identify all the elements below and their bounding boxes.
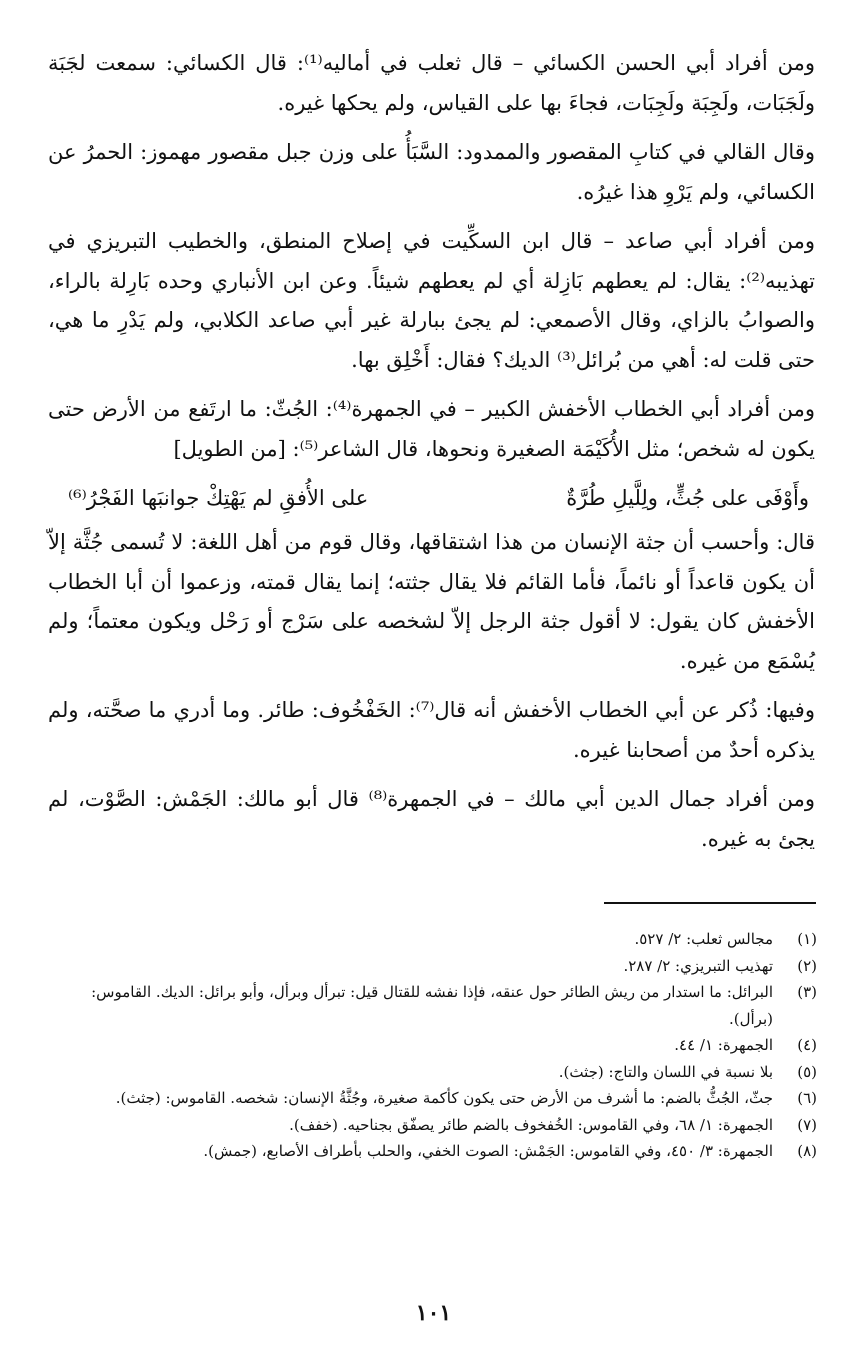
footnote-number: (٤) — [797, 1036, 817, 1054]
footnote-number: (٥) — [797, 1062, 817, 1081]
verse-first-hemistich: وأَوْفَى على جُثٍّ، ولِلَّيلِ طُرَّةٌ — [566, 486, 809, 510]
footnote-text: جثّ، الجُثُّ بالضم: ما أشرف من الأرض حتى يكون كأكمة صغيرة، وجُثَّةُ الإنسان: شخصه. القاموس: (جثث). — [115, 1089, 773, 1107]
footnote-number: (٧) — [797, 1115, 817, 1134]
footnote-text: مجالس ثعلب: ٢/ ٥٢٧. — [634, 930, 773, 948]
footnote-number: (١) — [797, 930, 817, 948]
footnote-number: (٨) — [797, 1142, 817, 1160]
paragraph-abu-malik: ومن أفراد جمال الدين أبي مالك – في الجمهرة⁽⁸⁾ قال أبو مالك: الجَمْش: الصَّوْت، لم يجئ به غيره. — [48, 787, 815, 851]
footnote-text: الجمهرة: ٣/ ٤٥٠، وفي القاموس: الجَمْش: الصوت الخفي، والحلب بأطراف الأصابع، (جمش). — [203, 1142, 773, 1160]
paragraph-kisai: ومن أفراد أبي الحسن الكسائي – قال ثعلب في أماليه⁽¹⁾: قال الكسائي: سمعت لجَبَة ولَجَبَات، ولَجِبَة ولَجِبَات، فجاءَ بها على القياس، ولم يحكها غيره. — [48, 51, 815, 115]
paragraph-akhfash: ومن أفراد أبي الخطاب الأخفش الكبير – في الجمهرة⁽⁴⁾: الجُثّ: ما ارتَفع من الأرض حتى يكون له شخص؛ مثل الأُكَيْمَة الصغيرة ونحوها، قال الشاعر⁽⁵⁾: [من الطويل] — [48, 397, 816, 461]
footnote-text: البرائل: ما استدار من ريش الطائر حول عنقه، فإذا نفشه للقتال قيل: تبرأل وبرأل، وأبو برائل: الديك. القاموس: (برأل). — [91, 983, 773, 1028]
footnote-3 — [47, 979, 817, 1032]
verse-second-hemistich: على الأُفقِ لم يَهْتِكْ جوانبَها الفَجْرُ⁽⁶⁾ — [68, 486, 369, 510]
footnote-7 — [47, 1112, 817, 1139]
paragraph-qali: وقال القالي في كتابِ المقصور والممدود: السَّبَأُ على وزن جبل مقصور مهموز: الحمرُ عن الكسائي، ولم يَرْوِ هذا غيرُه. — [48, 140, 815, 204]
footnote-5 — [47, 1059, 817, 1086]
footnote-number: (٦) — [797, 1089, 817, 1107]
paragraph-jutha: قال: وأحسب أن جثة الإنسان من هذا اشتقاقها، وقال قوم من أهل اللغة: لا تُسمى جُثَّة إلاّ أن يكون قاعداً أو نائماً، فأما القائم فلا يقال جثته؛ إنما يقال قمته، وزعموا أن أبا الخطاب الأخفش كان يقول: لا أقول جثة الرجل إلاّ لشخصه على سَرْج أو رَحْل ويكون معتماً؛ ولم يُسْمَع من غيره. — [48, 530, 815, 673]
main-text — [48, 44, 815, 859]
footnote-1 — [47, 926, 817, 953]
footnote-6 — [47, 1085, 817, 1112]
footnotes — [47, 926, 817, 1165]
poetry-verse — [48, 479, 815, 517]
footnote-text: الجمهرة: ١/ ٤٤. — [674, 1036, 773, 1054]
footnote-number: (٣) — [797, 983, 817, 1001]
footnote-text: تهذيب التبريزي: ٢/ ٢٨٧. — [623, 956, 773, 975]
paragraph-khafkhuf: وفيها: ذُكر عن أبي الخطاب الأخفش أنه قال⁽⁷⁾: الخَفْخُوف: طائر. وما أدري ما صحَّته، ولم يذكره أحدٌ من أصحابنا غيره. — [48, 698, 815, 762]
footnote-4 — [47, 1032, 817, 1059]
footnote-2 — [47, 953, 817, 980]
footnote-text: بلا نسبة في اللسان والتاج: (جثث). — [558, 1062, 773, 1081]
footnote-8 — [47, 1138, 817, 1165]
footnote-separator — [604, 902, 816, 904]
paragraph-abu-saed: ومن أفراد أبي صاعد – قال ابن السكِّيت في إصلاح المنطق، والخطيب التبريزي في تهذيبه⁽²⁾: يقال: لم يعطهم بَازِلة أي لم يعطهم شيئاً. وعن ابن الأنباري وحده بَارِلة بالراء، والصوابُ بالزاي، وقال الأصمعي: لم يجئ ببارلة غير أبي صاعد الكلابي، ولم يَدْرِ ما هي، حتى قلت له: أهي من بُرائل⁽³⁾ الديك؟ فقال: أَخْلِق بها. — [48, 229, 815, 372]
footnote-text: الجمهرة: ١/ ٦٨، وفي القاموس: الخُفخوف بالضم طائر يصفّق بجناحيه. (خفف). — [289, 1115, 773, 1134]
page-number: ١٠١ — [415, 1300, 452, 1326]
footnote-number: (٢) — [797, 956, 817, 975]
